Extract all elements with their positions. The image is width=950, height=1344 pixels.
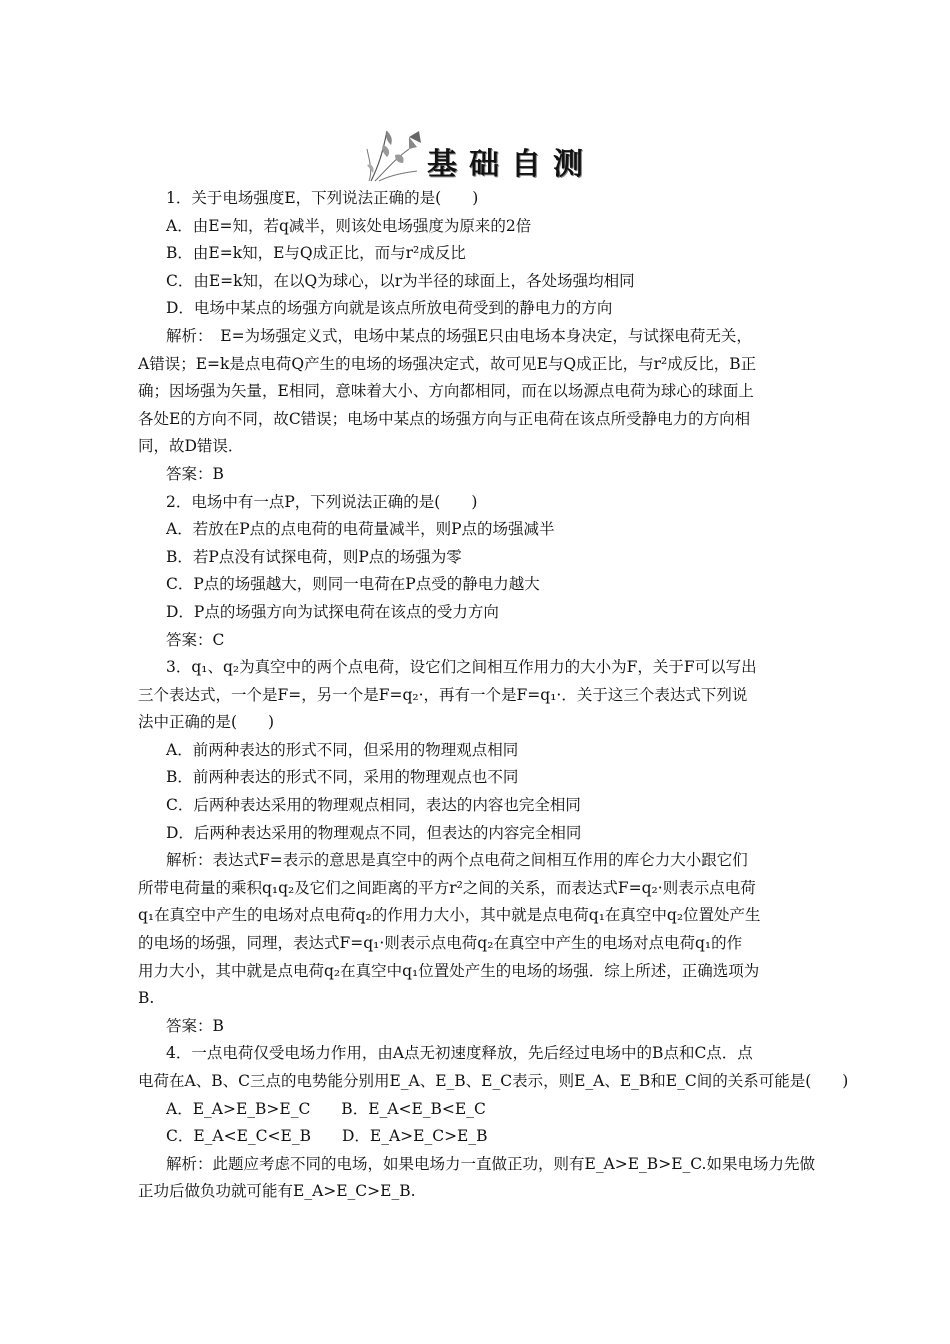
text-line: 确；因场强为矢量，E相同，意味着大小、方向都相同，而在以场源点电荷为球心的球面上 [138, 382, 754, 401]
text-line: 各处E的方向不同，故C错误；电场中某点的场强方向与正电荷在该点所受静电力的方向相 [138, 409, 751, 428]
text-line: C．P点的场强越大，则同一电荷在P点受的静电力越大 [166, 575, 540, 594]
text-line: 三个表达式，一个是F=，另一个是F=q₂·，再有一个是F=q₁·．关于这三个表达式下列说 [138, 685, 748, 704]
text-line: 同，故D错误． [138, 437, 244, 456]
text-line: 正功后做负功就可能有E_A>E_C>E_B. [138, 1182, 416, 1201]
text-line: 答案：C [166, 630, 225, 649]
text-line: 用力大小，其中就是点电荷q₂在真空中q₁位置处产生的电场的场强．综上所述，正确选项为 [138, 961, 760, 980]
text-line: 3．q₁、q₂为真空中的两个点电荷，设它们之间相互作用力的大小为F，关于F可以写出 [166, 658, 757, 677]
text-line: A．由E=知，若q减半，则该处电场强度为原来的2倍 [166, 216, 532, 235]
text-line: 答案：B [166, 464, 224, 483]
text-line: A．若放在P点的点电荷的电荷量减半，则P点的场强减半 [166, 520, 555, 539]
text-line: B．由E=k知，E与Q成正比，而与r²成反比 [166, 244, 466, 263]
text-line: 法中正确的是( ) [138, 713, 275, 732]
text-line: 电荷在A、B、C三点的电势能分别用E_A、E_B、E_C表示，则E_A、E_B和E_C间的关系可能是( ) [138, 1072, 849, 1090]
text-line: C．E_A<E_C<E_B D．E_A>E_C>E_B [166, 1127, 488, 1146]
text-line: A．E_A>E_B>E_C B．E_A<E_B<E_C [166, 1099, 486, 1118]
text-line: 解析：此题应考虑不同的电场，如果电场力一直做正功，则有E_A>E_B>E_C.如果电场力先做 [166, 1154, 815, 1173]
text-line: D．P点的场强方向为试探电荷在该点的受力方向 [166, 602, 499, 621]
text-line: q₁在真空中产生的电场对点电荷q₂的作用力大小，其中就是点电荷q₁在真空中q₂位置处产生 [138, 906, 761, 925]
text-line: 答案：B [166, 1016, 224, 1035]
document-body [138, 185, 849, 1206]
text-line: 2．电场中有一点P，下列说法正确的是( ) [166, 492, 478, 511]
text-line: C．由E=k知，在以Q为球心，以r为半径的球面上，各处场强均相同 [166, 271, 635, 290]
text-line: 的电场的场强，同理，表达式F=q₁·则表示点电荷q₂在真空中产生的电场对点电荷q₁的作 [138, 934, 743, 953]
text-line: C．后两种表达采用的物理观点相同，表达的内容也完全相同 [166, 796, 581, 815]
text-line: 1．关于电场强度E，下列说法正确的是( ) [166, 189, 479, 207]
text-line: B. [138, 989, 155, 1008]
text-line: A．前两种表达的形式不同，但采用的物理观点相同 [166, 740, 519, 759]
text-line: B．前两种表达的形式不同，采用的物理观点也不同 [166, 768, 519, 787]
text-line: D．后两种表达采用的物理观点不同，但表达的内容完全相同 [166, 823, 582, 842]
section-header [365, 125, 595, 183]
section-title: 基础自测 [427, 147, 595, 182]
text-line: A错误；E=k是点电荷Q产生的电场的场强决定式，故可见E与Q成正比，与r²成反比，B正 [138, 354, 757, 373]
text-line: 4．一点电荷仅受电场力作用，由A点无初速度释放，先后经过电场中的B点和C点．点 [166, 1044, 753, 1063]
text-line: B．若P点没有试探电荷，则P点的场强为零 [166, 547, 462, 566]
text-line: D．电场中某点的场强方向就是该点所放电荷受到的静电力的方向 [166, 299, 613, 318]
text-line: 解析： E=为场强定义式，电场中某点的场强E只由电场本身决定，与试探电荷无关， [166, 326, 752, 345]
text-line: 所带电荷量的乘积q₁q₂及它们之间距离的平方r²之间的关系，而表达式F=q₂·则表示点电荷 [138, 878, 756, 897]
text-line: 解析：表达式F=表示的意思是真空中的两个点电荷之间相互作用的库仑力大小跟它们 [166, 851, 748, 870]
